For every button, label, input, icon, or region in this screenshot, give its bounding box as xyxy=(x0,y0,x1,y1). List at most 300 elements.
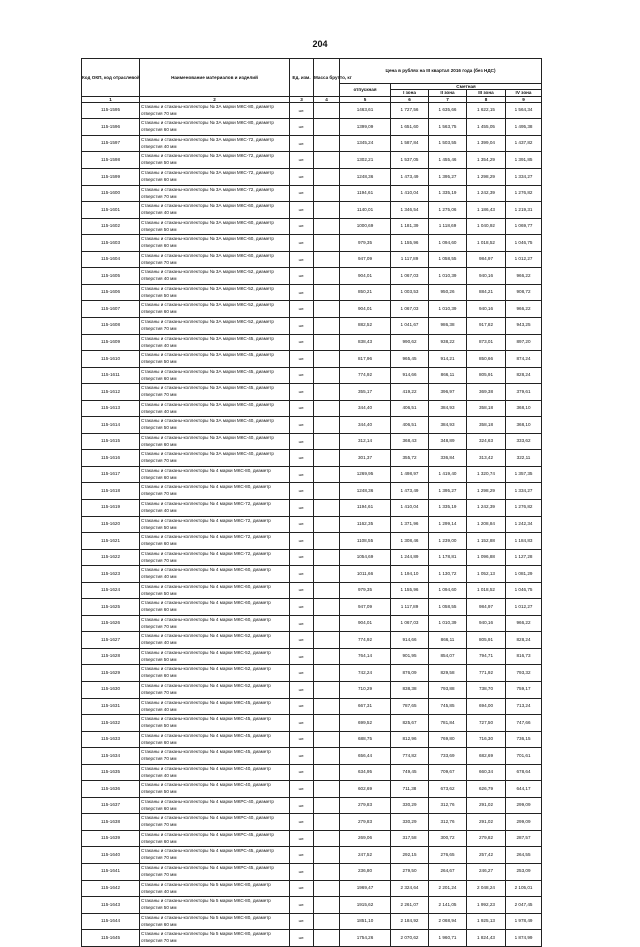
row-mass xyxy=(314,814,340,831)
row-name: Стаканы и стаканы-коллекторы № 4 марки МКС-45, диаметр отверстия 50 мм xyxy=(140,715,290,732)
row-mass xyxy=(314,847,340,864)
row-name: Стаканы и стаканы-коллекторы № 5 марки МКС-80, диаметр отверстия 60 мм xyxy=(140,913,290,930)
row-unit: шт. xyxy=(290,152,314,169)
price-zone-3: 358,18 xyxy=(467,417,506,434)
row-code: 115-1644 xyxy=(82,913,140,930)
row-unit: шт. xyxy=(290,135,314,152)
price-zone-3: 794,71 xyxy=(467,648,506,665)
row-mass xyxy=(314,913,340,930)
price-zone-1: 1 473,49 xyxy=(391,483,429,500)
price-zone-2: 1 503,55 xyxy=(429,135,467,152)
table-row xyxy=(82,152,542,169)
row-code: 115-1637 xyxy=(82,797,140,814)
price-zone-1: 1 155,96 xyxy=(391,582,429,599)
price-zone-2: 384,93 xyxy=(429,400,467,417)
row-name: Стаканы и стаканы-коллекторы № 3А марки МКС-60, диаметр отверстия 70 мм xyxy=(140,251,290,268)
price-release: 742,24 xyxy=(340,665,391,682)
table-row xyxy=(82,218,542,235)
price-zone-4: 793,32 xyxy=(506,665,542,682)
price-zone-2: 781,84 xyxy=(429,715,467,732)
row-name: Стаканы и стаканы-коллекторы № 3А марки МКС-60, диаметр отверстия 40 мм xyxy=(140,202,290,219)
price-zone-3: 1 018,52 xyxy=(467,582,506,599)
row-name: Стаканы и стаканы-коллекторы № 3А марки МКС-72, диаметр отверстия 60 мм xyxy=(140,169,290,186)
price-release: 1302,21 xyxy=(340,152,391,169)
price-zone-2: 1 299,14 xyxy=(429,516,467,533)
price-release: 817,96 xyxy=(340,351,391,368)
price-zone-1: 1 410,04 xyxy=(391,185,429,202)
price-zone-3: 1 925,13 xyxy=(467,913,506,930)
row-code: 115-1613 xyxy=(82,400,140,417)
row-unit: шт. xyxy=(290,880,314,897)
column-number: 5 xyxy=(340,96,391,102)
row-mass xyxy=(314,433,340,450)
row-unit: шт. xyxy=(290,185,314,202)
price-zone-2: 986,38 xyxy=(429,317,467,334)
price-zone-2: 1 635,66 xyxy=(429,102,467,119)
row-code: 115-1610 xyxy=(82,351,140,368)
row-mass xyxy=(314,748,340,765)
row-name: Стаканы и стаканы-коллекторы № 4 марки МКС-72, диаметр отверстия 50 мм xyxy=(140,516,290,533)
table-row xyxy=(82,367,542,384)
price-zone-3: 694,00 xyxy=(467,698,506,715)
price-zone-4: 966,22 xyxy=(506,615,542,632)
page-number: 204 xyxy=(312,39,328,49)
row-mass xyxy=(314,251,340,268)
price-zone-2: 866,11 xyxy=(429,367,467,384)
price-zone-2: 264,67 xyxy=(429,864,467,881)
price-zone-4: 1 127,28 xyxy=(506,549,542,566)
price-release: 979,35 xyxy=(340,235,391,252)
price-release: 947,09 xyxy=(340,599,391,616)
price-zone-3: 291,02 xyxy=(467,814,506,831)
row-name: Стаканы и стаканы-коллекторы № 4 марки МКС-72, диаметр отверстия 40 мм xyxy=(140,499,290,516)
price-zone-1: 368,43 xyxy=(391,433,429,450)
row-name: Стаканы и стаканы-коллекторы № 4 марки МКС-80, диаметр отверстия 70 мм xyxy=(140,483,290,500)
price-zone-3: 805,91 xyxy=(467,367,506,384)
price-zone-4: 828,24 xyxy=(506,632,542,649)
header-estimate: Сметная xyxy=(391,84,542,90)
row-mass xyxy=(314,681,340,698)
price-release: 947,09 xyxy=(340,251,391,268)
table-row xyxy=(82,797,542,814)
row-name: Стаканы и стаканы-коллекторы № 4 марки МКС-60, диаметр отверстия 60 мм xyxy=(140,599,290,616)
table-row xyxy=(82,599,542,616)
row-code: 115-1599 xyxy=(82,169,140,186)
table-row xyxy=(82,665,542,682)
price-zone-2: 336,84 xyxy=(429,450,467,467)
header-zone-2: II зона xyxy=(429,90,467,96)
table-row xyxy=(82,731,542,748)
row-unit: шт. xyxy=(290,599,314,616)
price-zone-1: 1 727,56 xyxy=(391,102,429,119)
row-mass xyxy=(314,599,340,616)
table-row xyxy=(82,814,542,831)
row-name: Стаканы и стаканы-коллекторы № 3А марки МКС-45, диаметр отверстия 40 мм xyxy=(140,334,290,351)
column-number: 7 xyxy=(429,96,467,102)
row-name: Стаканы и стаканы-коллекторы № 4 марки МКС-45, диаметр отверстия 60 мм xyxy=(140,731,290,748)
price-zone-2: 745,85 xyxy=(429,698,467,715)
row-unit: шт. xyxy=(290,864,314,881)
price-zone-3: 1 242,39 xyxy=(467,499,506,516)
row-code: 115-1635 xyxy=(82,764,140,781)
row-mass xyxy=(314,897,340,914)
row-code: 115-1622 xyxy=(82,549,140,566)
row-code: 115-1645 xyxy=(82,930,140,947)
price-zone-4: 253,09 xyxy=(506,864,542,881)
table-row xyxy=(82,681,542,698)
row-code: 115-1623 xyxy=(82,566,140,583)
price-zone-3: 291,02 xyxy=(467,797,506,814)
row-code: 115-1608 xyxy=(82,317,140,334)
price-release: 247,52 xyxy=(340,847,391,864)
row-unit: шт. xyxy=(290,169,314,186)
price-release: 904,01 xyxy=(340,268,391,285)
row-unit: шт. xyxy=(290,516,314,533)
price-release: 279,83 xyxy=(340,797,391,814)
row-unit: шт. xyxy=(290,632,314,649)
row-unit: шт. xyxy=(290,202,314,219)
table-row xyxy=(82,351,542,368)
price-zone-3: 324,63 xyxy=(467,433,506,450)
price-zone-3: 682,69 xyxy=(467,748,506,765)
price-zone-1: 1 371,96 xyxy=(391,516,429,533)
table-row xyxy=(82,251,542,268)
table-row xyxy=(82,119,542,136)
price-zone-4: 299,09 xyxy=(506,797,542,814)
row-code: 115-1614 xyxy=(82,417,140,434)
price-zone-1: 317,58 xyxy=(391,830,429,847)
row-code: 115-1628 xyxy=(82,648,140,665)
row-unit: шт. xyxy=(290,897,314,914)
row-name: Стаканы и стаканы-коллекторы № 4 марки МКС-40, диаметр отверстия 50 мм xyxy=(140,781,290,798)
table-row xyxy=(82,417,542,434)
price-release: 1463,61 xyxy=(340,102,391,119)
row-name: Стаканы и стаканы-коллекторы № 3А марки МКС-80, диаметр отверстия 60 мм xyxy=(140,119,290,136)
row-code: 115-1629 xyxy=(82,665,140,682)
row-code: 115-1632 xyxy=(82,715,140,732)
price-zone-1: 1 308,46 xyxy=(391,533,429,550)
price-release: 1248,36 xyxy=(340,169,391,186)
price-zone-2: 1 275,06 xyxy=(429,202,467,219)
price-zone-4: 264,55 xyxy=(506,847,542,864)
price-zone-3: 626,79 xyxy=(467,781,506,798)
price-zone-3: 313,42 xyxy=(467,450,506,467)
header-mass: Масса брутто, кг xyxy=(314,59,340,97)
price-zone-2: 1 058,55 xyxy=(429,599,467,616)
price-zone-3: 1 298,29 xyxy=(467,483,506,500)
row-code: 115-1633 xyxy=(82,731,140,748)
row-code: 115-1638 xyxy=(82,814,140,831)
row-mass xyxy=(314,119,340,136)
row-mass xyxy=(314,516,340,533)
row-mass xyxy=(314,880,340,897)
table-row xyxy=(82,864,542,881)
row-unit: шт. xyxy=(290,648,314,665)
row-code: 115-1603 xyxy=(82,235,140,252)
price-zone-4: 1 012,27 xyxy=(506,251,542,268)
row-unit: шт. xyxy=(290,251,314,268)
price-zone-4: 1 564,34 xyxy=(506,102,542,119)
price-zone-2: 348,89 xyxy=(429,433,467,450)
table-row xyxy=(82,202,542,219)
row-mass xyxy=(314,483,340,500)
row-code: 115-1616 xyxy=(82,450,140,467)
price-release: 1248,36 xyxy=(340,483,391,500)
row-mass xyxy=(314,864,340,881)
price-release: 1162,35 xyxy=(340,516,391,533)
row-name: Стаканы и стаканы-коллекторы № 4 марки МКС-52, диаметр отверстия 60 мм xyxy=(140,665,290,682)
column-number: 2 xyxy=(140,96,290,102)
row-code: 115-1640 xyxy=(82,847,140,864)
row-unit: шт. xyxy=(290,615,314,632)
price-zone-3: 984,97 xyxy=(467,251,506,268)
row-unit: шт. xyxy=(290,566,314,583)
price-zone-2: 1 563,75 xyxy=(429,119,467,136)
price-zone-1: 1 498,97 xyxy=(391,466,429,483)
row-name: Стаканы и стаканы-коллекторы № 3А марки МКС-72, диаметр отверстия 40 мм xyxy=(140,135,290,152)
table-row xyxy=(82,764,542,781)
price-table xyxy=(81,58,542,947)
price-zone-1: 292,15 xyxy=(391,847,429,864)
row-mass xyxy=(314,533,340,550)
price-zone-4: 747,66 xyxy=(506,715,542,732)
table-row xyxy=(82,781,542,798)
price-zone-3: 1 320,74 xyxy=(467,466,506,483)
row-mass xyxy=(314,152,340,169)
price-zone-1: 1 117,89 xyxy=(391,251,429,268)
price-release: 710,29 xyxy=(340,681,391,698)
row-name: Стаканы и стаканы-коллекторы № 3А марки МКС-72, диаметр отверстия 70 мм xyxy=(140,185,290,202)
price-zone-3: 358,18 xyxy=(467,400,506,417)
row-unit: шт. xyxy=(290,847,314,864)
row-name: Стаканы и стаканы-коллекторы № 4 марки МКС-72, диаметр отверстия 70 мм xyxy=(140,549,290,566)
price-release: 269,06 xyxy=(340,830,391,847)
price-zone-4: 736,15 xyxy=(506,731,542,748)
price-zone-2: 950,26 xyxy=(429,284,467,301)
row-mass xyxy=(314,466,340,483)
price-zone-3: 940,16 xyxy=(467,268,506,285)
row-code: 115-1597 xyxy=(82,135,140,152)
price-zone-3: 984,97 xyxy=(467,599,506,616)
price-zone-1: 965,45 xyxy=(391,351,429,368)
row-name: Стаканы и стаканы-коллекторы № 3А марки МКС-40, диаметр отверстия 70 мм xyxy=(140,450,290,467)
row-code: 115-1605 xyxy=(82,268,140,285)
row-name: Стаканы и стаканы-коллекторы № 5 марки МКС-80, диаметр отверстия 50 мм xyxy=(140,897,290,914)
table-row xyxy=(82,632,542,649)
row-name: Стаканы и стаканы-коллекторы № 4 марки МКРС-40, диаметр отверстия 60 мм xyxy=(140,797,290,814)
price-zone-3: 727,50 xyxy=(467,715,506,732)
price-release: 699,52 xyxy=(340,715,391,732)
price-zone-2: 1 455,46 xyxy=(429,152,467,169)
row-code: 115-1631 xyxy=(82,698,140,715)
row-mass xyxy=(314,781,340,798)
table-row xyxy=(82,698,542,715)
price-zone-4: 1 437,82 xyxy=(506,135,542,152)
row-code: 115-1641 xyxy=(82,864,140,881)
row-mass xyxy=(314,268,340,285)
table-row xyxy=(82,648,542,665)
header-unit: Ед. изм. xyxy=(290,59,314,97)
price-zone-1: 1 537,05 xyxy=(391,152,429,169)
price-zone-1: 711,38 xyxy=(391,781,429,798)
price-zone-3: 1 040,92 xyxy=(467,218,506,235)
price-zone-1: 1 346,54 xyxy=(391,202,429,219)
price-zone-3: 873,01 xyxy=(467,334,506,351)
price-zone-1: 876,09 xyxy=(391,665,429,682)
row-code: 115-1602 xyxy=(82,218,140,235)
price-release: 1054,69 xyxy=(340,549,391,566)
price-zone-2: 1 130,72 xyxy=(429,566,467,583)
price-release: 882,52 xyxy=(340,317,391,334)
price-zone-2: 1 335,19 xyxy=(429,499,467,516)
row-mass xyxy=(314,102,340,119)
row-code: 115-1618 xyxy=(82,483,140,500)
price-zone-4: 368,10 xyxy=(506,417,542,434)
price-zone-4: 1 276,82 xyxy=(506,499,542,516)
table-row xyxy=(82,830,542,847)
price-release: 667,31 xyxy=(340,698,391,715)
row-unit: шт. xyxy=(290,731,314,748)
row-code: 115-1627 xyxy=(82,632,140,649)
price-zone-3: 1 152,88 xyxy=(467,533,506,550)
price-zone-4: 368,10 xyxy=(506,400,542,417)
price-zone-2: 2 141,05 xyxy=(429,897,467,914)
price-release: 1269,95 xyxy=(340,466,391,483)
price-zone-3: 257,42 xyxy=(467,847,506,864)
price-zone-3: 1 354,29 xyxy=(467,152,506,169)
row-code: 115-1620 xyxy=(82,516,140,533)
row-code: 115-1596 xyxy=(82,119,140,136)
price-release: 1108,55 xyxy=(340,533,391,550)
row-unit: шт. xyxy=(290,483,314,500)
table-row xyxy=(82,582,542,599)
row-name: Стаканы и стаканы-коллекторы № 5 марки МКС-80, диаметр отверстия 70 мм xyxy=(140,930,290,947)
table-row xyxy=(82,615,542,632)
price-zone-4: 1 012,27 xyxy=(506,599,542,616)
price-zone-4: 1 874,99 xyxy=(506,930,542,947)
price-zone-4: 1 357,35 xyxy=(506,466,542,483)
column-number: 6 xyxy=(391,96,429,102)
price-release: 1140,01 xyxy=(340,202,391,219)
price-zone-1: 419,22 xyxy=(391,384,429,401)
row-mass xyxy=(314,648,340,665)
price-zone-3: 1 992,23 xyxy=(467,897,506,914)
table-row xyxy=(82,466,542,483)
table-row xyxy=(82,450,542,467)
row-mass xyxy=(314,351,340,368)
price-zone-2: 673,62 xyxy=(429,781,467,798)
price-release: 1851,10 xyxy=(340,913,391,930)
price-release: 1000,69 xyxy=(340,218,391,235)
row-mass xyxy=(314,764,340,781)
row-unit: шт. xyxy=(290,400,314,417)
row-unit: шт. xyxy=(290,665,314,682)
price-zone-1: 812,96 xyxy=(391,731,429,748)
row-name: Стаканы и стаканы-коллекторы № 4 марки МКС-52, диаметр отверстия 40 мм xyxy=(140,632,290,649)
header-name: Наименование материалов и изделий xyxy=(140,59,290,97)
row-name: Стаканы и стаканы-коллекторы № 3А марки МКС-45, диаметр отверстия 70 мм xyxy=(140,384,290,401)
price-zone-2: 854,07 xyxy=(429,648,467,665)
row-mass xyxy=(314,665,340,682)
row-name: Стаканы и стаканы-коллекторы № 4 марки МКС-60, диаметр отверстия 50 мм xyxy=(140,582,290,599)
row-name: Стаканы и стаканы-коллекторы № 4 марки МКС-60, диаметр отверстия 40 мм xyxy=(140,566,290,583)
price-zone-2: 733,69 xyxy=(429,748,467,765)
price-zone-1: 914,66 xyxy=(391,632,429,649)
price-zone-4: 713,24 xyxy=(506,698,542,715)
price-release: 344,40 xyxy=(340,417,391,434)
row-mass xyxy=(314,417,340,434)
row-name: Стаканы и стаканы-коллекторы № 4 марки МКС-60, диаметр отверстия 70 мм xyxy=(140,615,290,632)
table-row xyxy=(82,334,542,351)
price-zone-2: 1 010,39 xyxy=(429,301,467,318)
price-zone-1: 1 181,39 xyxy=(391,218,429,235)
table-row xyxy=(82,715,542,732)
row-mass xyxy=(314,797,340,814)
price-release: 1969,47 xyxy=(340,880,391,897)
price-zone-4: 966,22 xyxy=(506,301,542,318)
row-unit: шт. xyxy=(290,913,314,930)
row-code: 115-1621 xyxy=(82,533,140,550)
table-row xyxy=(82,549,542,566)
price-zone-3: 1 052,13 xyxy=(467,566,506,583)
row-unit: шт. xyxy=(290,218,314,235)
price-zone-3: 1 096,88 xyxy=(467,549,506,566)
column-number: 8 xyxy=(467,96,506,102)
price-zone-3: 369,38 xyxy=(467,384,506,401)
row-mass xyxy=(314,284,340,301)
price-zone-3: 1 208,84 xyxy=(467,516,506,533)
price-release: 236,80 xyxy=(340,864,391,881)
price-zone-2: 2 068,94 xyxy=(429,913,467,930)
row-unit: шт. xyxy=(290,930,314,947)
row-unit: шт. xyxy=(290,351,314,368)
table-row xyxy=(82,913,542,930)
price-zone-3: 1 455,05 xyxy=(467,119,506,136)
header-zone-4: IV зона xyxy=(506,90,542,96)
row-name: Стаканы и стаканы-коллекторы № 3А марки МКС-52, диаметр отверстия 70 мм xyxy=(140,317,290,334)
price-zone-4: 897,20 xyxy=(506,334,542,351)
row-mass xyxy=(314,367,340,384)
price-release: 1915,62 xyxy=(340,897,391,914)
row-code: 115-1600 xyxy=(82,185,140,202)
price-zone-3: 940,16 xyxy=(467,615,506,632)
price-zone-3: 1 622,15 xyxy=(467,102,506,119)
row-name: Стаканы и стаканы-коллекторы № 3А марки МКС-80, диаметр отверстия 70 мм xyxy=(140,102,290,119)
price-zone-3: 246,27 xyxy=(467,864,506,881)
price-zone-2: 1 118,69 xyxy=(429,218,467,235)
price-zone-1: 406,51 xyxy=(391,417,429,434)
row-mass xyxy=(314,334,340,351)
price-release: 764,14 xyxy=(340,648,391,665)
row-code: 115-1639 xyxy=(82,830,140,847)
row-mass xyxy=(314,566,340,583)
price-zone-2: 1 094,60 xyxy=(429,582,467,599)
price-zone-1: 1 244,89 xyxy=(391,549,429,566)
price-zone-2: 866,11 xyxy=(429,632,467,649)
price-zone-4: 816,73 xyxy=(506,648,542,665)
row-mass xyxy=(314,135,340,152)
price-release: 850,21 xyxy=(340,284,391,301)
price-zone-4: 1 978,49 xyxy=(506,913,542,930)
price-zone-4: 1 276,82 xyxy=(506,185,542,202)
price-zone-1: 2 261,07 xyxy=(391,897,429,914)
row-name: Стаканы и стаканы-коллекторы № 3А марки МКС-45, диаметр отверстия 50 мм xyxy=(140,351,290,368)
price-zone-1: 2 324,64 xyxy=(391,880,429,897)
row-unit: шт. xyxy=(290,814,314,831)
header-code: Код ОКП, код отраслевой xyxy=(82,59,140,97)
row-code: 115-1606 xyxy=(82,284,140,301)
price-zone-2: 1 058,55 xyxy=(429,251,467,268)
